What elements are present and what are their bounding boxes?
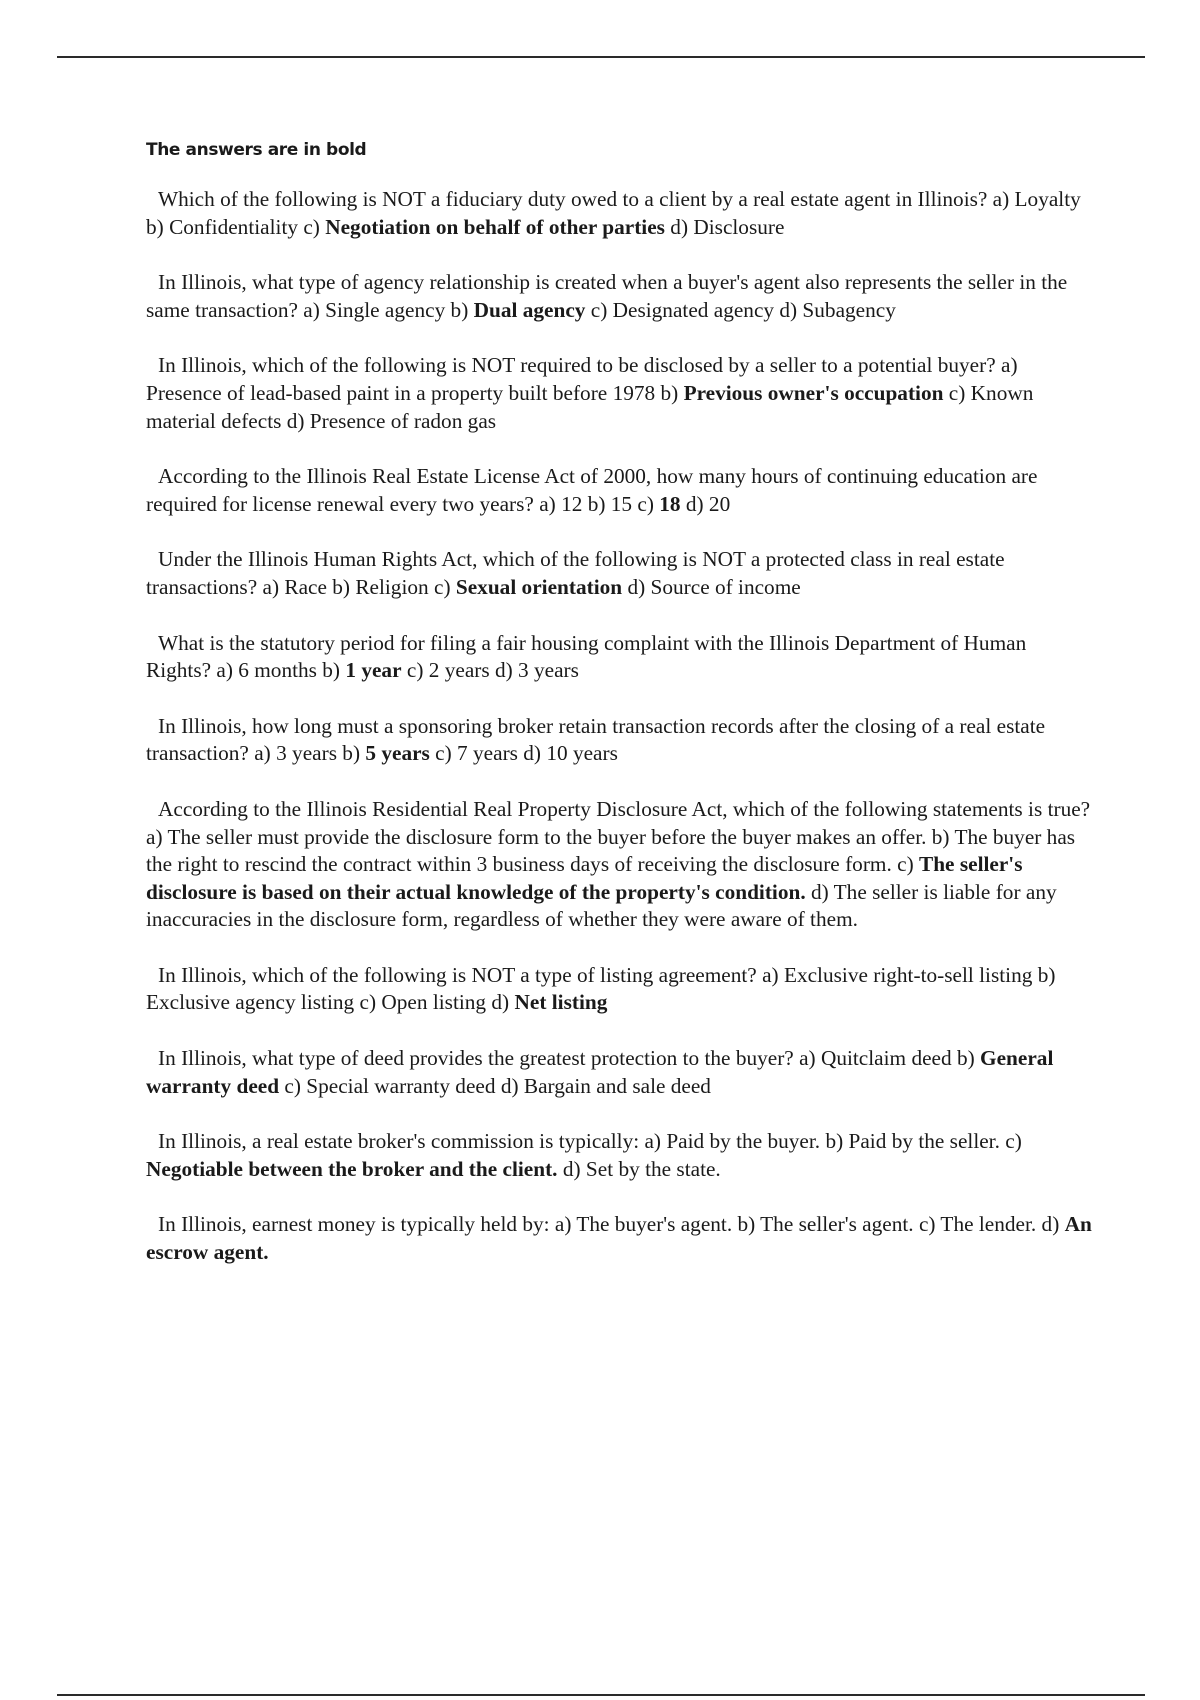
question-3 [146,352,1096,435]
question-text-end: c) 7 years d) 10 years [429,741,618,766]
answer-text: 5 years [365,741,430,766]
question-text-end: c) Known material defects d) Presence of radon gas [146,380,1034,433]
answer-text: Net listing [514,990,608,1015]
answer-text: Sexual orientation [455,574,623,599]
intro-note: The answers are in bold [146,140,367,160]
question-7 [146,713,1096,768]
question-text: Under the Illinois Human Rights Act, which of the following is NOT a protected class in real estate transactions? a) Race b) Religion c) [146,547,1005,599]
question-2 [146,269,1096,324]
question-text-end: d) Disclosure [664,214,785,239]
question-10 [146,1045,1096,1100]
question-12 [146,1211,1096,1266]
question-text: What is the statutory period for filing a fair housing complaint with the Illinois Department of Human Rights? a) 6 months b) [146,630,1027,683]
answer-text: Negotiation on behalf of other parties [325,214,665,239]
answer-text: Negotiable between the broker and the client. [146,1156,558,1181]
answer-text: General warranty deed [146,1046,1054,1098]
question-8 [146,796,1096,934]
question-text-end: d) 20 [680,491,731,516]
answer-text: 18 [659,491,681,516]
question-6 [146,630,1096,685]
footer-rule [57,1694,1145,1696]
question-text: In Illinois, how long must a sponsoring broker retain transaction records after the closing of a real estate transaction? a) 3 years b) [146,713,1046,766]
question-1 [146,186,1096,241]
question-text: In Illinois, which of the following is NOT a type of listing agreement? a) Exclusive right-to-sell listing b) Exclusive agency listing c) Open listing d) [146,962,1056,1015]
question-text: In Illinois, which of the following is NOT required to be disclosed by a seller to a potential buyer? a) Presence of lead-based paint in a property built before 1978 b) [146,353,1018,405]
question-text-end: c) Special warranty deed d) Bargain and sale deed [279,1073,711,1098]
answer-text: An escrow agent. [146,1212,1092,1265]
question-text-end: d) Source of income [622,574,801,599]
question-text: According to the Illinois Real Estate License Act of 2000, how many hours of continuing education are required for license renewal every two years? a) 12 b) 15 c) [146,464,1038,516]
question-text-end: c) 2 years d) 3 years [401,658,579,683]
question-text: In Illinois, earnest money is typically held by: a) The buyer's agent. b) The seller's agent. c) The lender. d) [158,1212,1065,1237]
question-4 [146,463,1096,518]
question-11 [146,1128,1096,1183]
question-9 [146,962,1096,1017]
document-body [146,138,1096,1295]
answer-text: The seller's disclosure is based on their actual knowledge of the property's condition. [146,852,1023,904]
question-text-end: c) Designated agency d) Subagency [585,297,896,322]
answer-text: 1 year [345,658,402,683]
question-text-end: d) The seller is liable for any inaccuracies in the disclosure form, regardless of whether they were aware of them. [146,879,1057,932]
answer-text: Previous owner's occupation [683,380,944,405]
question-text: According to the Illinois Residential Real Property Disclosure Act, which of the following statements is true? a) The seller must provide the disclosure form to the buyer before the buyer makes an offer. b) The buyer has the right to rescind the contract within 3 business days of receiving the disclosure form. c) [146,796,1091,877]
question-text: In Illinois, what type of agency relationship is created when a buyer's agent also represents the seller in the same transaction? a) Single agency b) [146,270,1068,322]
header-rule [57,56,1145,58]
question-text: In Illinois, what type of deed provides the greatest protection to the buyer? a) Quitclaim deed b) [158,1046,981,1071]
question-5 [146,546,1096,601]
question-text-end: d) Set by the state. [557,1156,721,1181]
answer-text: Dual agency [473,297,586,322]
question-text: In Illinois, a real estate broker's commission is typically: a) Paid by the buyer. b) Paid by the seller. c) [158,1129,1022,1154]
question-text: Which of the following is NOT a fiduciary duty owed to a client by a real estate agent in Illinois? a) Loyalty b) Confidentiality c) [146,187,1081,239]
